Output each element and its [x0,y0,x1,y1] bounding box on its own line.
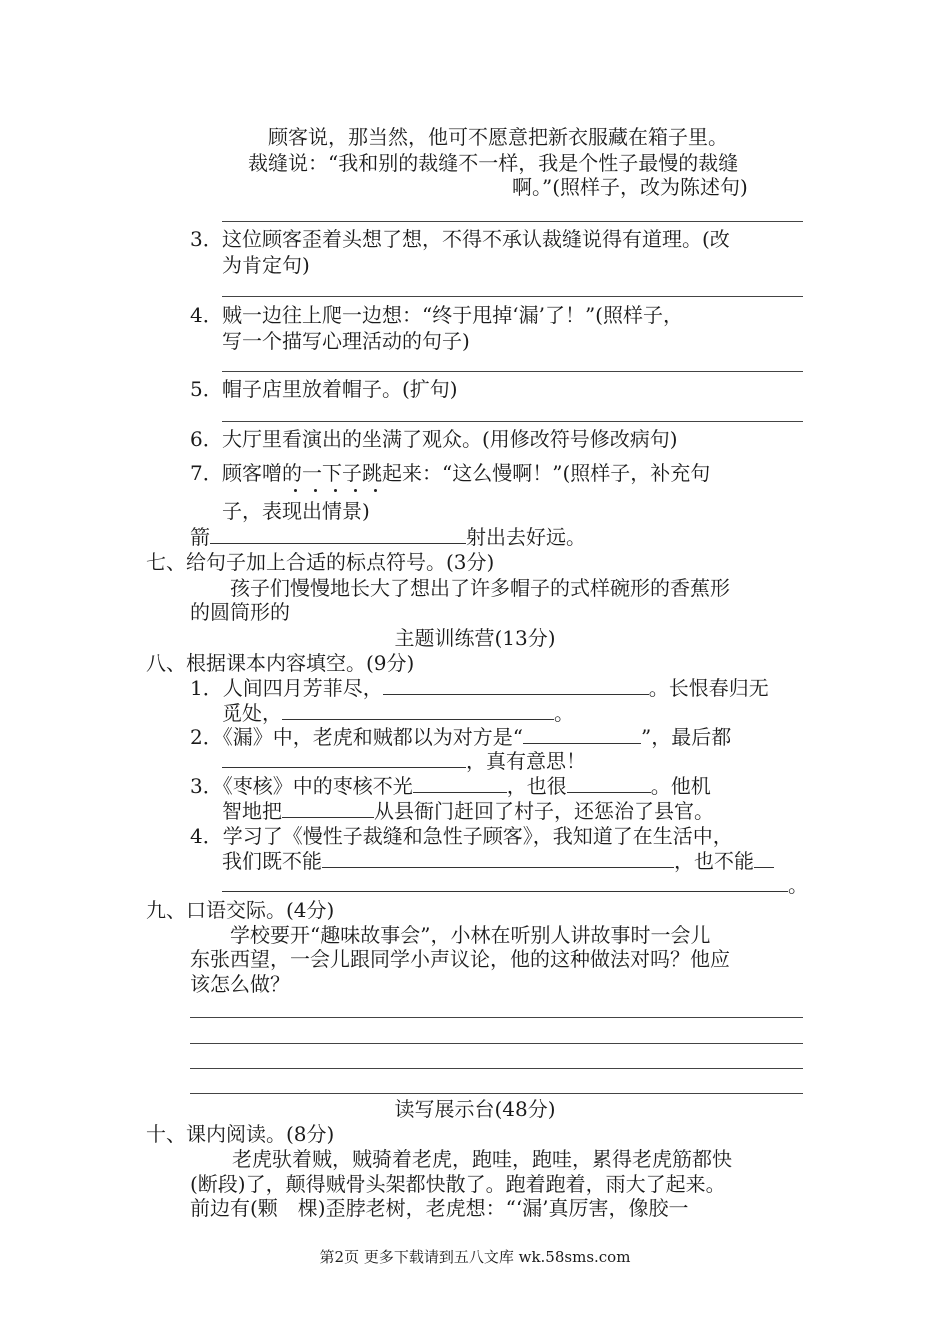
fill-after: 射出去好远。 [466,525,586,549]
text: 我们既不能 [222,849,322,873]
item-3-number: 3． [190,227,223,251]
text: 学习了《慢性子裁缝和急性子顾客》，我知道了在生活中， [222,824,733,848]
example-line-1: 顾客说，那当然，他可不愿意把新衣服藏在箱子里。 [268,125,728,149]
text: 从县衙门赶回了村子，还惩治了县官。 [374,799,714,823]
emphasis-dot [374,489,377,492]
item-3-text-2: 为肯定句) [222,253,310,277]
item-number: 1． [190,676,223,700]
item-4-number: 4． [190,303,223,327]
text: ，真有意思！ [466,749,586,773]
page-footer: 第2页 更多下载请到五八文库 wk.58sms.com [319,1248,631,1266]
text: 人间四月芳菲尽， [222,676,383,700]
text: 《漏》中，老虎和贼都以为对方是“ [222,725,523,749]
item-7-number: 7． [190,461,223,485]
emphasis-dot [354,489,357,492]
answer-line[interactable] [222,296,803,297]
section-9-title: 九、口语交际。(4分) [146,898,335,922]
s8-item-4-line-3 [222,872,808,898]
blank[interactable] [282,799,374,818]
section-10-title: 十、课内阅读。(8分) [146,1122,335,1146]
section-8-title: 八、根据课本内容填空。(9分) [146,651,415,675]
blank[interactable] [282,701,554,720]
blank[interactable] [413,774,507,793]
text: ”，最后都 [640,725,732,749]
section-7-text-1: 孩子们慢慢地长大了想出了许多帽子的式样碗形的香蕉形 [230,576,730,600]
heading-theme: 主题训练营(13分) [394,626,556,650]
section-10-text-3: 前边有(颗 棵)歪脖老树，老虎想：“‘漏’真厉害，像胶一 [190,1196,689,1220]
blank[interactable] [222,873,788,892]
section-9-text-3: 该怎么做？ [190,972,290,996]
s8-item-3-line-1 [190,773,711,799]
text: 。 [554,701,574,725]
item-4-text-2: 写一个描写心理活动的句子) [222,329,470,353]
blank[interactable] [210,525,466,544]
answer-line[interactable] [222,221,803,222]
item-6-number: 6． [190,427,223,451]
blank[interactable] [383,676,649,695]
item-7-text: 顾客噌的一下子跳起来：“这么慢啊！”(照样子，补充句 [222,461,711,485]
example-line-3: 啊。”(照样子，改为陈述句) [512,175,748,199]
text: 。他机 [650,774,711,798]
blank[interactable] [754,849,774,868]
s8-item-3-line-2 [222,798,714,824]
item-5-text: 帽子店里放着帽子。(扩句) [222,377,458,401]
text: ，也不能 [674,849,754,873]
s8-item-2-line-1 [190,724,731,750]
item-number: 3． [190,774,223,798]
answer-line[interactable] [222,421,803,422]
item-4-text: 贼一边往上爬一边想：“终于甩掉‘漏’了！”(照样子， [222,303,683,327]
item-7-text-2: 子，表现出情景) [222,499,370,523]
text: 《枣核》中的枣核不光 [222,774,413,798]
s8-item-4-line-1 [190,823,733,849]
item-7-fill-line [190,524,586,550]
text: 。长恨春归无 [648,676,769,700]
answer-line[interactable] [190,1093,803,1094]
s8-item-1-line-1 [190,675,769,701]
example-line-2: 裁缝说：“我和别的裁缝不一样，我是个性子最慢的裁缝 [248,151,739,175]
emphasis-dot [314,489,317,492]
item-3-text: 这位顾客歪着头想了想，不得不承认裁缝说得有道理。(改 [222,227,730,251]
item-number: 2． [190,725,223,749]
answer-line[interactable] [190,1068,803,1069]
s8-item-4-line-2 [222,848,774,874]
text: 。 [788,873,808,897]
fill-before: 箭 [190,525,210,549]
emphasis-dot [294,489,297,492]
section-10-text-1: 老虎驮着贼，贼骑着老虎，跑哇，跑哇，累得老虎筋都快 [232,1147,732,1171]
text: ，也很 [506,774,567,798]
text: 觅处， [222,701,282,725]
answer-line[interactable] [222,371,803,372]
emphasis-dot [334,489,337,492]
blank[interactable] [567,774,651,793]
answer-line[interactable] [190,1017,803,1018]
blank[interactable] [322,849,674,868]
section-7-text-2: 的圆筒形的 [190,600,290,624]
item-number: 4． [190,824,223,848]
blank[interactable] [523,725,641,744]
section-7-title: 七、给句子加上合适的标点符号。(3分) [146,550,495,574]
heading-reading: 读写展示台(48分) [394,1097,556,1121]
s8-item-1-line-2 [222,700,574,726]
text: 智地把 [222,799,282,823]
item-6-text: 大厅里看演出的坐满了观众。(用修改符号修改病句) [222,427,678,451]
s8-item-2-line-2 [222,748,586,774]
section-9-text-1: 学校要开“趣味故事会”，小林在听别人讲故事时一会儿 [230,923,711,947]
answer-line[interactable] [190,1043,803,1044]
blank[interactable] [222,749,466,768]
section-9-text-2: 东张西望，一会儿跟同学小声议论，他的这种做法对吗？他应 [190,947,730,971]
section-10-text-2: (断段)了，颠得贼骨头架都快散了。跑着跑着，雨大了起来。 [190,1172,726,1196]
item-5-number: 5． [190,377,223,401]
